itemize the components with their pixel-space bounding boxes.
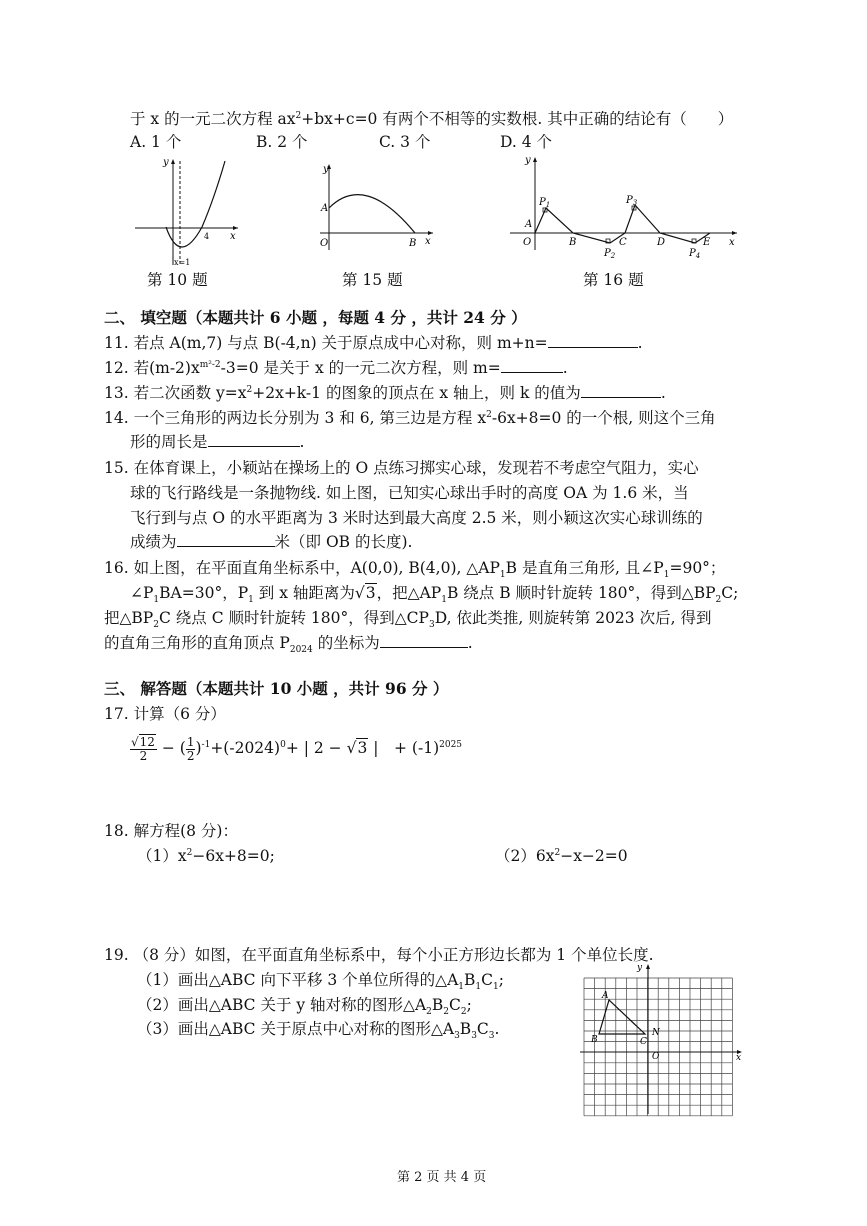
q17-title: 17. 计算（6 分） (104, 705, 226, 723)
fig15-point-a: A (321, 203, 329, 214)
q19-triangle-abc (599, 1000, 645, 1034)
figure-10 (130, 155, 245, 270)
fig10-y-label: y (163, 157, 169, 168)
fig15-caption: 第 15 题 (342, 271, 403, 289)
fig16-point-d: D (657, 237, 666, 248)
q12: 12. 若$(m-2)x^{m^2-2}-3=0$ 是关于 x 的一元二次方程，则 m= . (104, 359, 568, 377)
q19-point-a: A (602, 991, 609, 1001)
fig15-point-o: O (320, 238, 329, 249)
fig15-point-b: B (409, 238, 417, 249)
q19-part3: （3）画出△ABC 关于原点中心对称的图形$\triangle A_3B_3C_3$. (137, 1020, 500, 1042)
q15-line4: 成绩为 米（即 OB 的长度). (130, 533, 413, 551)
section-3-title: 三、 解答题（本题共计 10 小题 ，共计 96 分 ） (104, 679, 449, 698)
fig16-point-a: A (525, 219, 533, 230)
fig10-vline-label: x=1 (174, 258, 191, 267)
fig16-point-p1: $P_1$ (539, 197, 551, 209)
q19-point-n: N (652, 1028, 660, 1038)
q16-line2: $\angle P_1BA=30^\circ$，$P_1$ 到 x 轴距离为√3，把$\triangle AP_1B$ 绕点 B 顺时针旋转 180°，得到$\triangle BP_2C$; (130, 584, 739, 606)
q19-part1: （1）画出△ABC 向下平移 3 个单位所得的$\triangle A_1B_1C_1$; (137, 971, 504, 993)
q14-line2: 形的周长是 . (130, 433, 305, 451)
fig16-point-o: O (523, 237, 532, 248)
q16-line4: 的直角三角形的直角顶点 $P_{2024}$ 的坐标为 . (104, 634, 473, 656)
q15-answer-blank[interactable] (177, 531, 275, 547)
q15-line2: 球的飞行路线是一条抛物线. 如上图，已知实心球出手时的高度 OA 为 1.6 米，当 (130, 484, 689, 502)
figure-16 (505, 155, 745, 265)
q18-title: 18. 解方程(8 分)： (104, 822, 238, 840)
fig16-point-p3: $P_3$ (626, 195, 638, 207)
fig16-point-e: E (703, 237, 711, 248)
fig15-y-label: y (323, 164, 329, 175)
q11: 11. 若点 A(m,7) 与点 B(-4,n) 关于原点成中心对称，则 m+n= . (104, 334, 643, 352)
section-2-title: 二、 填空题（本题共计 6 小题 ，每题 4 分 ，共计 24 分 ） (104, 308, 527, 327)
q19-point-b: B (591, 1035, 598, 1045)
q15-line3: 飞行到与点 O 的水平距离为 3 米时达到最大高度 2.5 米，则小颖这次实心球训练的 (130, 509, 703, 527)
fig16-x-label: x (729, 237, 735, 248)
q13: 13. 若二次函数 $y=x^2+2x+k-1$ 的图象的顶点在 x 轴上，则 k 的值为 . (104, 384, 666, 402)
fig16-point-p4: $P_4$ (689, 248, 701, 260)
fig16-point-c: C (619, 237, 627, 248)
q19-origin-label: O (652, 1052, 660, 1062)
fig16-point-b: B (569, 237, 577, 248)
q14-answer-blank[interactable] (208, 431, 300, 447)
q10-option-b[interactable]: B. 2 个 (256, 133, 308, 151)
fig16-caption: 第 16 题 (583, 271, 644, 289)
q10-option-c[interactable]: C. 3 个 (379, 133, 431, 151)
fig15-x-label: x (425, 236, 431, 247)
q10-option-d[interactable]: D. 4 个 (500, 133, 553, 151)
q15-line1: 15. 在体育课上，小颖站在操场上的 O 点练习掷实心球，发现若不考虑空气阻力，实心 (104, 459, 699, 477)
q19-x-label: x (736, 1053, 742, 1063)
fig10-x-label: x (230, 231, 236, 242)
q10-option-a[interactable]: A. 1 个 (130, 133, 182, 151)
q18-part2: $(2)6x^2-x-2=0$ (495, 847, 628, 865)
q14-line1: 14. 一个三角形的两边长分别为 3 和 6, 第三边是方程 $x^2-6x+8=0$ 的一个根, 则这个三角 (104, 409, 716, 427)
q11-answer-blank[interactable] (548, 332, 638, 348)
q19-point-c: C (640, 1037, 647, 1047)
fig16-y-label: y (525, 155, 531, 166)
q17-expression: $\frac{√12}{2}$ − ( $\frac{1}{2}$ )$^{-1}+(-2024)^0+$ | 2 − √3 | + $(-1)^{2025}$ (131, 734, 463, 763)
q18-part1: $(1)x^2-6x+8=0$; (137, 847, 275, 865)
q16-answer-blank[interactable] (380, 632, 468, 648)
q12-answer-blank[interactable] (501, 357, 563, 373)
fig15-parabola (329, 195, 415, 233)
q10-tail: 于 x 的一元二次方程 $ax^2+bx+c=0$ 有两个不相等的实数根. 其中正确的结论有（ ） (130, 110, 734, 128)
q13-answer-blank[interactable] (581, 382, 661, 398)
q19-title: 19. （8 分）如图，在平面直角坐标系中，每个小正方形边长都为 1 个单位长度. (104, 946, 654, 964)
q16-line1: 16. 如上图，在平面直角坐标系中，A(0,0), B(4,0), $\triangle AP_1B$ 是直角三角形, 且$\angle P_1=90^\circ$； (104, 559, 726, 581)
fig16-point-p2: $P_2$ (604, 248, 616, 260)
figure-15 (315, 160, 440, 255)
q19-part2: （2）画出△ABC 关于 y 轴对称的图形$\triangle A_2B_2C_2$; (137, 996, 472, 1018)
fig10-parabola (166, 161, 225, 247)
fig10-caption: 第 10 题 (147, 271, 208, 289)
page-footer: 第 2 页 共 4 页 (397, 1170, 487, 1185)
q19-grid-figure (578, 962, 748, 1120)
q19-y-label: y (637, 963, 643, 973)
q16-line3: 把$\triangle BP_2C$ 绕点 C 顺时针旋转 180°，得到$\triangle CP_3D$, 依此类推, 则旋转第 2023 次后, 得到 (104, 609, 712, 631)
fig10-tick-4: 4 (204, 232, 210, 241)
